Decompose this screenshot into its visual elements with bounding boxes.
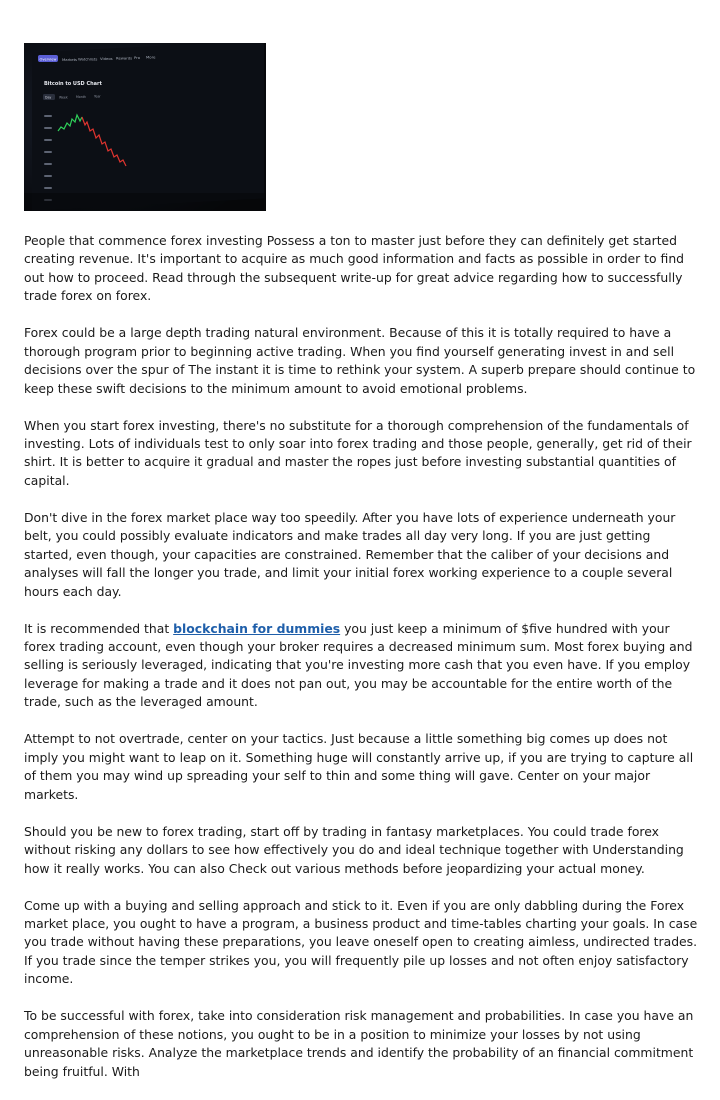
hero-tab: Pro xyxy=(134,55,141,60)
blockchain-link[interactable]: blockchain for dummies xyxy=(173,620,341,636)
paragraph: Come up with a buying and selling approach and stick to it. Even if you are only dabbling during the Forex market place, you ought to have a program, a business product and time-tables charting your goals. In case you trade without having these preparations, you leave oneself open to creating aimless, undirected trades. If you trade since the temper strikes you, you will frequently pile up losses and not often enjoy satisfactory income. xyxy=(24,897,698,987)
paragraph: Forex could be a large depth trading natural environment. Because of this it is totally required to have a thorough program prior to beginning active trading. When you find yourself generating invest in and sell decisions over the spur of The instant it is time to rethink your system. A superb prepare should continue to keep these swift decisions to the minimum amount to avoid emotional problems. xyxy=(24,325,696,396)
paragraph: Don't dive in the forex market place way too speedily. After you have lots of experience underneath your belt, you could possibly evaluate indicators and make trades all day very long. If you are just getting started, even though, your capacities are constrained. Remember that the caliber of your decisions and analyses will fall the longer you trade, and limit your initial forex working experience to a couple several hours each day. xyxy=(24,509,676,599)
article-body xyxy=(24,232,698,1100)
hero-tab: Rewards xyxy=(116,55,133,61)
hero-subtab: Year xyxy=(94,94,101,99)
hero-image xyxy=(24,43,266,211)
hero-subtab: Day xyxy=(45,95,52,100)
hero-tab: Markets xyxy=(62,57,78,62)
paragraph: People that commence forex investing Possess a ton to master just before they can definitely get started creating revenue. It's important to acquire as much good information and facts as possible in order to find out how to proceed. Read through the subsequent write-up for great advice regarding how to successfully trade forex on forex. xyxy=(24,233,685,304)
trading-screen-photo-icon xyxy=(24,43,266,211)
hero-chart-title: Bitcoin to USD Chart xyxy=(44,81,102,87)
paragraph: Attempt to not overtrade, center on your tactics. Just because a little something big comes up does not imply you might want to leap on it. Something huge will constantly arrive up, if you are trying to capture all of them you may wind up spreading your self to thin and some thing will gave. Center on your major markets. xyxy=(24,731,694,802)
paragraph: To be successful with forex, take into consideration risk management and probabilities. In case you have an comprehension of these notions, you ought to be in a position to minimize your losses by not using unreasonable risks. Analyze the marketplace trends and identify the probability of an financial commitment being fruitful. With xyxy=(24,1008,694,1079)
paragraph-text: It is recommended that xyxy=(24,620,174,636)
hero-tab: More xyxy=(146,54,156,60)
hero-tab: Watchlists xyxy=(78,56,98,62)
paragraph: When you start forex investing, there's no substitute for a thorough comprehension of the fundamentals of investing. Lots of individuals test to only soar into forex trading and those people, generally, get rid of their shirt. It is better to acquire it gradual and master the ropes just before investing substantial quantities of capital. xyxy=(24,417,692,488)
hero-subtab: Week xyxy=(59,95,68,100)
hero-tab: Videos xyxy=(100,56,113,61)
paragraph xyxy=(24,620,698,712)
hero-tab: Overview xyxy=(39,57,57,62)
hero-subtab: Month xyxy=(76,95,86,99)
paragraph: Should you be new to forex trading, start off by trading in fantasy marketplaces. You could trade forex without risking any dollars to see how effectively you do and ideal technique together with Understanding how it really works. You can also Check out various methods before jeopardizing your actual money. xyxy=(24,823,684,876)
paragraph-text: you just keep a minimum of $five hundred with your forex trading account, even though your broker requires a decreased minimum sum. Most forex buying and selling is seriously leveraged, indicating that you're investing more cash that you even have. If you employ leverage for making a trade and it does not pan out, you may be accountable for the entire worth of the trade, such as the leveraged amount. xyxy=(24,620,693,710)
